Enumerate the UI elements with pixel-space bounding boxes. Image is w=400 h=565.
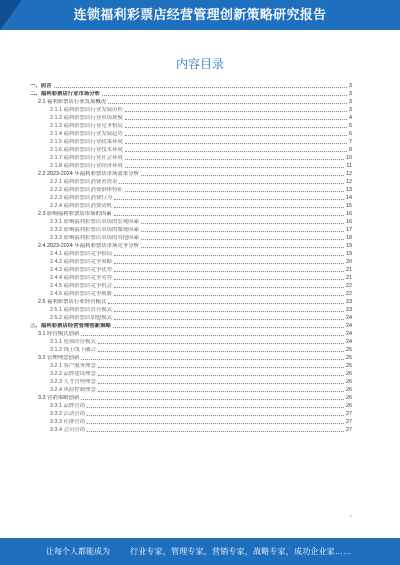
toc-entry-label: 3.3.2 活动营销 <box>50 410 86 417</box>
toc-entry-label: 2.1.8 福利彩票店行业经济环境 <box>50 162 123 169</box>
toc-entry[interactable] <box>30 354 352 362</box>
toc-entry-label: 2.3.2 影响福利彩票店市场的微观因素 <box>50 226 139 233</box>
document-title: 连锁福利彩票店经营管理创新策略研究报告 <box>73 7 327 22</box>
toc-entry[interactable] <box>30 170 352 178</box>
toc-entry[interactable] <box>30 202 352 210</box>
toc-leader-dots <box>114 270 344 272</box>
toc-entry-label: 2.1.5 福利彩票店行业政策环境 <box>50 138 123 145</box>
toc-entry[interactable] <box>30 378 352 386</box>
toc-entry-page: 26 <box>346 370 352 377</box>
toc-entry-label: 2.1.6 福利彩票店行业技术环境 <box>50 146 123 153</box>
toc-entry-label: 2.1.4 福利彩票店行业发展趋势 <box>50 130 123 137</box>
toc-entry-page: 20 <box>346 258 352 265</box>
toc-entry-label: 3.3.1 品牌营销 <box>50 402 86 409</box>
toc-entry-label: 3.3.4 会员营销 <box>50 426 86 433</box>
toc-entry[interactable] <box>30 418 352 426</box>
toc-entry[interactable] <box>30 146 352 154</box>
toc-entry[interactable] <box>30 242 352 250</box>
page-number: 1 <box>349 513 352 518</box>
toc-leader-dots <box>114 318 344 320</box>
toc-leader-dots <box>125 134 347 136</box>
toc-entry[interactable] <box>30 162 352 170</box>
toc-entry[interactable] <box>30 114 352 122</box>
toc-entry-page: 18 <box>346 234 352 241</box>
toc-leader-dots <box>113 326 344 328</box>
toc-leader-dots <box>114 278 344 280</box>
toc-entry-label: 2.4.4 福利彩票店竞争劣势 <box>50 274 113 281</box>
toc-entry-page: 16 <box>346 218 352 225</box>
toc-entry-label: 一、前言 <box>30 82 52 89</box>
toc-entry-page: 16 <box>346 210 352 217</box>
toc-entry[interactable] <box>30 346 352 354</box>
toc-entry-page: 19 <box>346 242 352 249</box>
toc-leader-dots <box>141 174 344 176</box>
toc-entry[interactable] <box>30 98 352 106</box>
toc-leader-dots <box>114 254 344 256</box>
toc-entry-page: 26 <box>346 402 352 409</box>
toc-entry[interactable] <box>30 106 352 114</box>
toc-entry-label: 2.3.1 影响福利彩票店市场的宏观因素 <box>50 218 139 225</box>
toc-entry[interactable] <box>30 250 352 258</box>
toc-entry-label: 3.3 营销策略创新 <box>38 394 80 401</box>
toc-entry-page: 11 <box>346 162 352 169</box>
toc-entry-label: 3.1.2 线上线下融合 <box>50 346 96 353</box>
toc-entry[interactable] <box>30 338 352 346</box>
toc-entry[interactable] <box>30 138 352 146</box>
toc-entry-label: 2.5 福利彩票店行业经营模式 <box>38 298 107 305</box>
toc-leader-dots <box>125 110 347 112</box>
toc-entry-label: 2.3 影响福利彩票店市场的因素 <box>38 210 112 217</box>
toc-entry[interactable] <box>30 274 352 282</box>
toc-entry[interactable] <box>30 210 352 218</box>
toc-entry-page: 24 <box>346 330 352 337</box>
toc-entry[interactable] <box>30 306 352 314</box>
toc-entry-page: 27 <box>346 410 352 417</box>
toc-entry-page: 27 <box>346 426 352 433</box>
toc-leader-dots <box>108 102 347 104</box>
table-of-contents <box>30 82 352 434</box>
toc-entry[interactable] <box>30 386 352 394</box>
toc-leader-dots <box>125 126 347 128</box>
toc-entry-label: 2.1 福利彩票店行业发展概况 <box>38 98 107 105</box>
toc-leader-dots <box>119 182 344 184</box>
toc-entry-page: 24 <box>346 338 352 345</box>
toc-entry-label: 3.1 经营模式创新 <box>38 330 80 337</box>
toc-entry-page: 3 <box>349 82 352 89</box>
toc-entry-page: 8 <box>349 146 352 153</box>
toc-entry-label: 2.4.6 福利彩票店竞争威胁 <box>50 290 113 297</box>
toc-entry-page: 23 <box>346 298 352 305</box>
toc-entry[interactable] <box>30 362 352 370</box>
toc-leader-dots <box>87 422 344 424</box>
toc-entry-page: 3 <box>349 90 352 97</box>
toc-leader-dots <box>98 390 344 392</box>
toc-entry-label: 2.2.1 福利彩票店消费者需求 <box>50 178 118 185</box>
toc-entry-label: 2.1.7 福利彩票店行业社会环境 <box>50 154 123 161</box>
toc-entry-label: 3.2 管理理念创新 <box>38 354 80 361</box>
toc-entry[interactable] <box>30 282 352 290</box>
toc-entry-label: 二、福利彩票店行业市场分析 <box>30 90 101 97</box>
toc-leader-dots <box>114 198 344 200</box>
toc-entry-label: 2.2.2 福利彩票店消费群体特征 <box>50 186 123 193</box>
header-bar <box>0 0 400 30</box>
toc-entry-page: 3 <box>349 106 352 113</box>
toc-entry-page: 25 <box>346 346 352 353</box>
toc-entry-label: 2.4.1 福利彩票店竞争格局 <box>50 250 113 257</box>
toc-entry[interactable] <box>30 130 352 138</box>
toc-leader-dots <box>141 246 344 248</box>
toc-entry[interactable] <box>30 258 352 266</box>
toc-leader-dots <box>114 214 344 216</box>
toc-entry[interactable] <box>30 290 352 298</box>
toc-leader-dots <box>81 398 344 400</box>
toc-leader-dots <box>114 262 344 264</box>
toc-entry-page: 12 <box>346 170 352 177</box>
toc-entry-page: 12 <box>346 178 352 185</box>
toc-entry-page: 7 <box>349 138 352 145</box>
toc-entry[interactable] <box>30 194 352 202</box>
toc-entry-page: 25 <box>346 354 352 361</box>
toc-leader-dots <box>81 334 344 336</box>
toc-entry-label: 2.5.1 福利彩票店直营模式 <box>50 306 113 313</box>
toc-leader-dots <box>141 230 344 232</box>
toc-entry-label: 2.5.2 福利彩票店加盟模式 <box>50 314 113 321</box>
toc-entry-label: 2.4.5 福利彩票店竞争机会 <box>50 282 113 289</box>
toc-leader-dots <box>114 294 344 296</box>
toc-entry[interactable] <box>30 298 352 306</box>
toc-entry[interactable] <box>30 426 352 434</box>
toc-entry-page: 26 <box>346 394 352 401</box>
toc-leader-dots <box>141 238 344 240</box>
toc-leader-dots <box>87 430 344 432</box>
toc-entry-label: 2.4 2023-2024 年福利彩票店市场竞争分析 <box>38 242 139 249</box>
toc-entry-label: 3.1.1 连锁经营模式 <box>50 338 96 345</box>
toc-leader-dots <box>125 158 344 160</box>
toc-leader-dots <box>125 190 344 192</box>
toc-entry[interactable] <box>30 370 352 378</box>
toc-entry[interactable] <box>30 82 352 90</box>
toc-entry-page: 24 <box>346 314 352 321</box>
toc-leader-dots <box>98 342 344 344</box>
toc-entry-label: 2.1.1 福利彩票店行业发展历程 <box>50 106 123 113</box>
toc-leader-dots <box>87 414 344 416</box>
toc-entry-page: 26 <box>346 386 352 393</box>
toc-leader-dots <box>87 406 344 408</box>
toc-entry-page: 17 <box>346 226 352 233</box>
toc-entry[interactable] <box>30 322 352 330</box>
toc-entry-page: 14 <box>346 194 352 201</box>
toc-leader-dots <box>125 150 347 152</box>
toc-entry[interactable] <box>30 218 352 226</box>
toc-entry-label: 2.1.3 福利彩票店行业竞争格局 <box>50 122 123 129</box>
toc-entry[interactable] <box>30 186 352 194</box>
toc-entry-label: 2.2 2023-2024 年福利彩票店市场需求分析 <box>38 170 139 177</box>
toc-entry[interactable] <box>30 394 352 402</box>
toc-entry-page: 21 <box>346 274 352 281</box>
toc-entry[interactable] <box>30 122 352 130</box>
toc-entry[interactable] <box>30 266 352 274</box>
toc-entry-page: 6 <box>349 130 352 137</box>
toc-entry-page: 10 <box>346 154 352 161</box>
toc-entry-page: 19 <box>346 250 352 257</box>
toc-entry-label: 2.2.4 福利彩票店消费动机 <box>50 202 113 209</box>
toc-entry[interactable] <box>30 314 352 322</box>
toc-heading: 内容目录 <box>175 57 224 71</box>
toc-entry-label: 3.2.4 风险控制理念 <box>50 386 96 393</box>
toc-entry-page: 3 <box>349 98 352 105</box>
toc-entry[interactable] <box>30 330 352 338</box>
toc-entry[interactable] <box>30 90 352 98</box>
toc-entry-label: 2.4.3 福利彩票店竞争优势 <box>50 266 113 273</box>
toc-entry-page: 22 <box>346 282 352 289</box>
toc-entry-page: 26 <box>346 378 352 385</box>
toc-leader-dots <box>108 302 344 304</box>
toc-entry-label: 3.2.1 客户服务理念 <box>50 362 96 369</box>
toc-leader-dots <box>98 350 344 352</box>
toc-leader-dots <box>98 374 344 376</box>
toc-entry-page: 24 <box>346 322 352 329</box>
toc-entry-page: 23 <box>346 306 352 313</box>
toc-entry[interactable] <box>30 410 352 418</box>
toc-leader-dots <box>114 310 344 312</box>
footer-slogan-right: 行业专家，管理专家，营销专家，战略专家，成功企业家…… <box>130 547 352 556</box>
toc-leader-dots <box>125 166 345 168</box>
toc-leader-dots <box>54 86 347 88</box>
toc-leader-dots <box>125 142 347 144</box>
toc-leader-dots <box>81 358 344 360</box>
toc-entry[interactable] <box>30 154 352 162</box>
toc-entry-label: 2.2.3 福利彩票店消费行为 <box>50 194 113 201</box>
toc-leader-dots <box>114 286 344 288</box>
toc-entry-label: 3.2.2 品牌建设理念 <box>50 370 96 377</box>
toc-leader-dots <box>125 118 347 120</box>
toc-entry-label: 2.4.2 福利彩票店竞争策略 <box>50 258 113 265</box>
toc-entry-page: 22 <box>346 290 352 297</box>
toc-entry-label: 3.3.3 社群营销 <box>50 418 86 425</box>
toc-leader-dots <box>102 94 347 96</box>
toc-entry-page: 13 <box>346 186 352 193</box>
toc-entry[interactable] <box>30 402 352 410</box>
toc-entry-page: 15 <box>346 202 352 209</box>
toc-entry[interactable] <box>30 178 352 186</box>
toc-entry[interactable] <box>30 226 352 234</box>
toc-entry-page: 5 <box>349 122 352 129</box>
toc-leader-dots <box>98 366 344 368</box>
toc-entry-label: 2.1.2 福利彩票店行业市场规模 <box>50 114 123 121</box>
footer-bar <box>0 538 400 565</box>
toc-entry-label: 2.3.3 影响福利彩票店市场的其他因素 <box>50 234 139 241</box>
footer-slogan-left: 让每个人都能成为 <box>46 547 110 556</box>
toc-leader-dots <box>141 222 344 224</box>
toc-entry-label: 3.2.3 人才管理理念 <box>50 378 96 385</box>
toc-entry[interactable] <box>30 234 352 242</box>
toc-leader-dots <box>114 206 344 208</box>
toc-entry-page: 25 <box>346 362 352 369</box>
toc-entry-label: 三、福利彩票店经营管理创新策略 <box>30 322 111 329</box>
toc-entry-page: 4 <box>349 114 352 121</box>
toc-entry-page: 21 <box>346 266 352 273</box>
toc-entry-page: 27 <box>346 418 352 425</box>
toc-leader-dots <box>98 382 344 384</box>
